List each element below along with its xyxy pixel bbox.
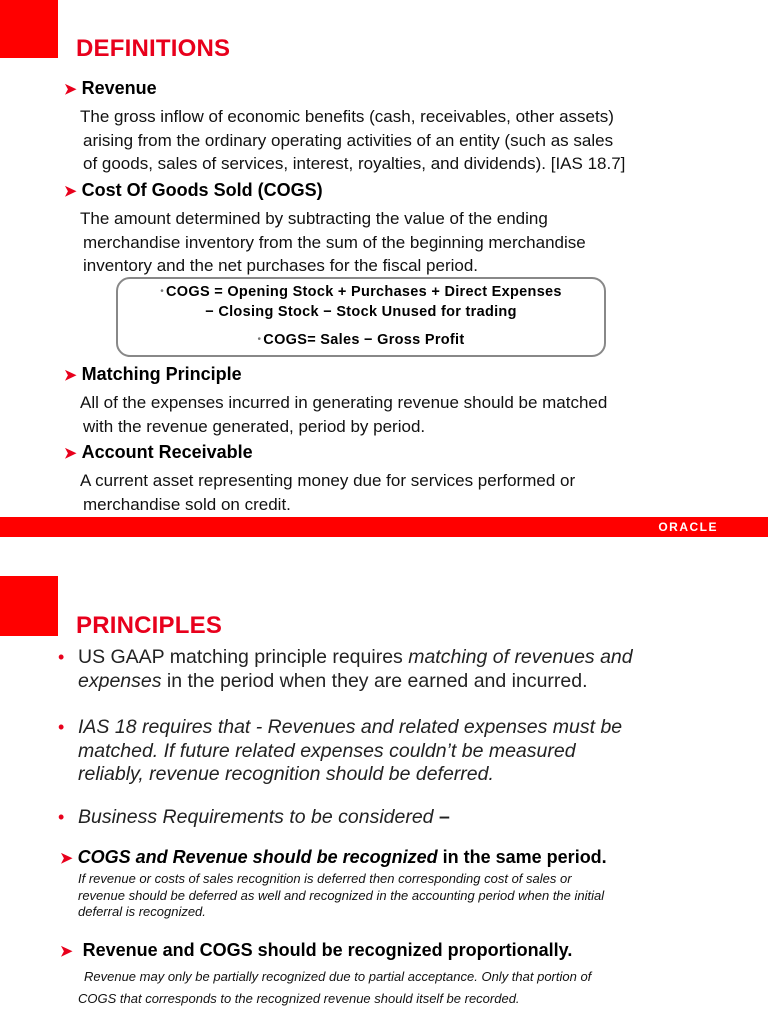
formula-line-2: − Closing Stock − Stock Unused for trading: [205, 304, 517, 320]
principle-bullet-2: • IAS 18 requires that - Revenues and related expenses must be matched. If future related expenses couldn’t be measured reliably, revenue recognition should be deferred.: [58, 716, 623, 785]
arrow-bullet-icon: ➤: [64, 367, 77, 384]
cogs-heading: ➤ Cost Of Goods Sold (COGS): [64, 180, 323, 200]
dot-bullet-icon: •: [58, 647, 65, 667]
slide2-accent-block: [0, 576, 58, 636]
cogs-definition: The amount determined by subtracting the value of the ending merchandise inventory from the sum of the beginning merchandise inventory and the net purchases for the fiscal period.: [80, 209, 586, 275]
arrow-bullet-icon: ➤: [64, 445, 77, 462]
arrow-bullet-icon: ➤: [64, 183, 77, 200]
revenue-definition: The gross inflow of economic benefits (cash, receivables, other assets) arising from the ordinary operating activities of an entity (such as sales of goods, sales of services, interest, royalties, and dividends). [IAS 18.7]: [80, 107, 626, 173]
oracle-logo: ORACLE: [658, 520, 718, 534]
cogs-formula-box: [116, 277, 606, 357]
cogs-revenue-same-period-note: If revenue or costs of sales recognition is deferred then corresponding cost of sales or revenue should be deferred as well and recognized in the accounting period when the initial deferral is recognized.: [78, 871, 605, 919]
matching-principle-heading: ➤ Matching Principle: [64, 364, 242, 384]
arrow-bullet-icon: ➤: [64, 81, 77, 98]
formula-line-1: COGS = Opening Stock + Purchases + Direct Expenses: [166, 284, 562, 300]
principle-bullet-3: • Business Requirements to be considered –: [58, 806, 450, 828]
proportional-recognition-heading: ➤ Revenue and COGS should be recognized proportionally.: [60, 940, 573, 960]
dot-bullet-icon: •: [58, 717, 65, 737]
cogs-revenue-same-period-heading: ➤ COGS and Revenue should be recognized in the same period.: [60, 847, 607, 867]
dot-bullet-icon: •: [58, 807, 65, 827]
proportional-recognition-note: Revenue may only be partially recognized due to partial acceptance. Only that portion of COGS that corresponds to the recognized revenue should itself be recorded.: [78, 969, 592, 1006]
slide1-title: DEFINITIONS: [76, 35, 231, 62]
matching-principle-definition: All of the expenses incurred in generating revenue should be matched with the revenue generated, period by period.: [80, 393, 608, 436]
arrow-bullet-icon: ➤: [60, 943, 73, 960]
formula-line-3: COGS= Sales − Gross Profit: [263, 332, 465, 348]
dot-bullet-icon: •: [257, 334, 262, 345]
slide1-footer-bar: [0, 517, 768, 537]
arrow-bullet-icon: ➤: [60, 850, 73, 867]
revenue-heading: ➤ Revenue: [64, 78, 157, 98]
dot-bullet-icon: •: [160, 286, 165, 297]
slide1-accent-block: [0, 0, 58, 58]
account-receivable-heading: ➤ Account Receivable: [64, 442, 253, 462]
principle-bullet-1: • US GAAP matching principle requires matching of revenues and expenses in the period when they are earned and incurred.: [58, 646, 633, 692]
account-receivable-definition: A current asset representing money due for services performed or merchandise sold on credit.: [80, 471, 576, 514]
slide2-title: PRINCIPLES: [76, 612, 223, 639]
